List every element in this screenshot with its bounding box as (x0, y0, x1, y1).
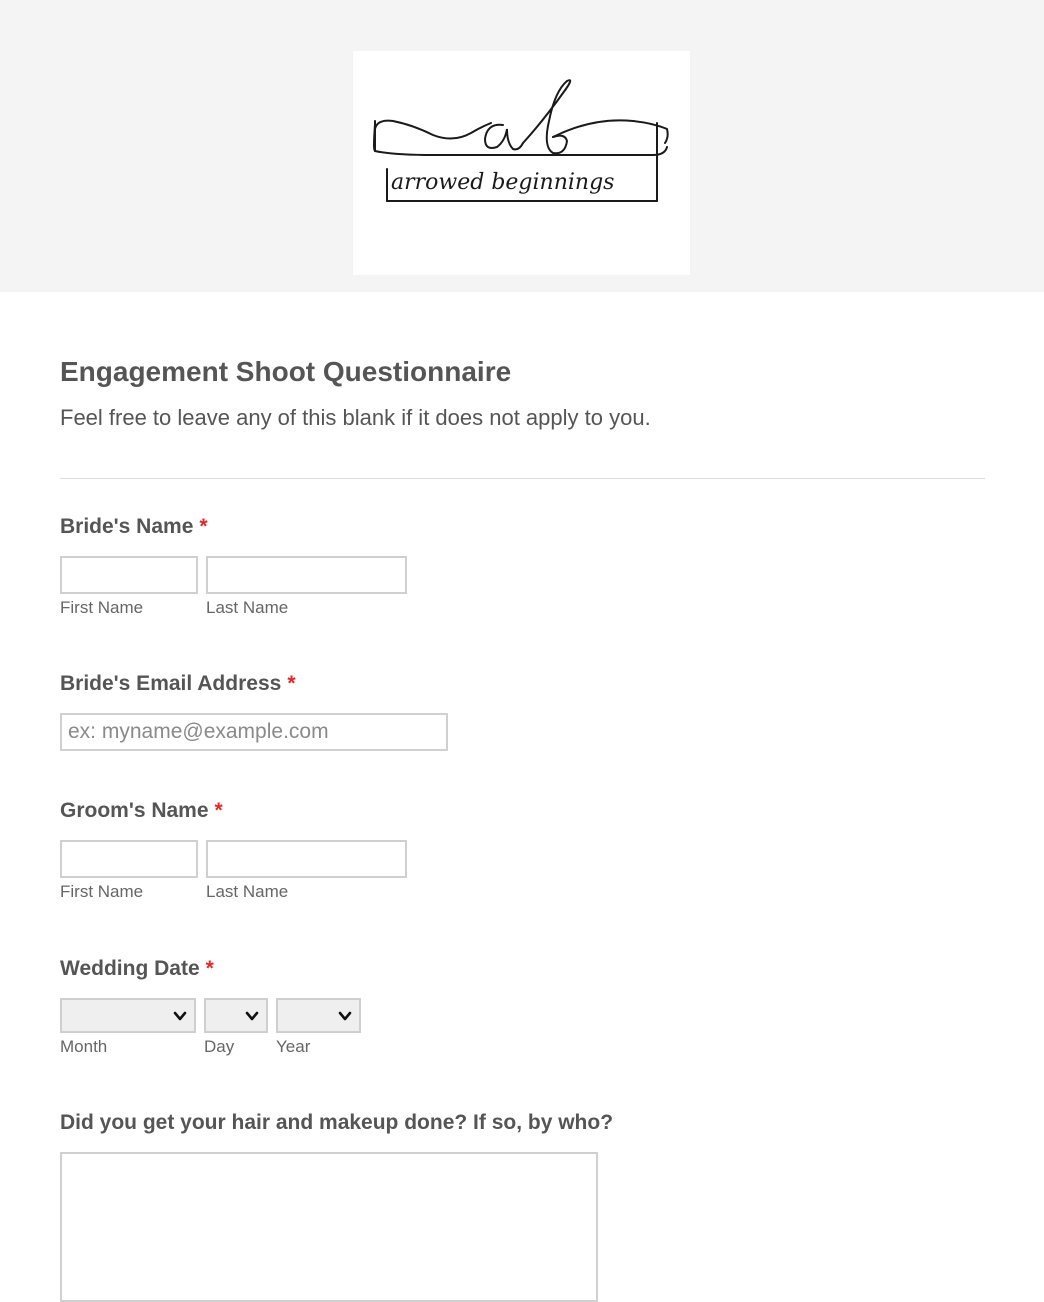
wedding-year-sublabel: Year (276, 1037, 311, 1056)
logo-wordmark: arrowed beginnings (391, 170, 615, 195)
logo-graphic (353, 51, 690, 275)
wedding-month-sublabel: Month (60, 1037, 108, 1056)
page-subtitle: Feel free to leave any of this blank if it does not apply to you. (60, 405, 651, 430)
bride-last-name-input[interactable] (206, 556, 407, 594)
bride-last-name-sublabel: Last Name (206, 598, 289, 617)
required-marker: * (199, 515, 208, 538)
bride-first-name-sublabel: First Name (60, 598, 144, 617)
hair-makeup-label: Did you get your hair and makeup done? If so, by who? (60, 1111, 614, 1134)
required-marker: * (205, 957, 214, 980)
wedding-month-select[interactable] (60, 998, 196, 1033)
bride-email-label (60, 672, 296, 696)
groom-first-name-sublabel: First Name (60, 882, 144, 901)
hair-makeup-textarea[interactable] (60, 1152, 598, 1302)
wedding-date-label (60, 957, 214, 981)
bride-name-label-text: Bride's Name (60, 515, 194, 538)
wedding-date-label-text: Wedding Date (60, 957, 200, 980)
page-title: Engagement Shoot Questionnaire (60, 356, 512, 387)
bride-name-label (60, 515, 208, 539)
header-band (0, 0, 1044, 292)
groom-name-label (60, 799, 223, 823)
brand-logo (353, 51, 690, 275)
bride-email-input[interactable] (60, 713, 448, 751)
section-divider (60, 478, 985, 479)
groom-last-name-input[interactable] (206, 840, 407, 878)
wedding-day-select[interactable] (204, 998, 268, 1033)
chevron-down-icon (172, 1008, 188, 1024)
groom-last-name-sublabel: Last Name (206, 882, 289, 901)
groom-name-label-text: Groom's Name (60, 799, 209, 822)
chevron-down-icon (337, 1008, 353, 1024)
bride-email-label-text: Bride's Email Address (60, 672, 282, 695)
wedding-year-select[interactable] (276, 998, 361, 1033)
required-marker: * (287, 672, 296, 695)
bride-first-name-input[interactable] (60, 556, 198, 594)
chevron-down-icon (244, 1008, 260, 1024)
required-marker: * (214, 799, 223, 822)
wedding-day-sublabel: Day (204, 1037, 235, 1056)
groom-first-name-input[interactable] (60, 840, 198, 878)
